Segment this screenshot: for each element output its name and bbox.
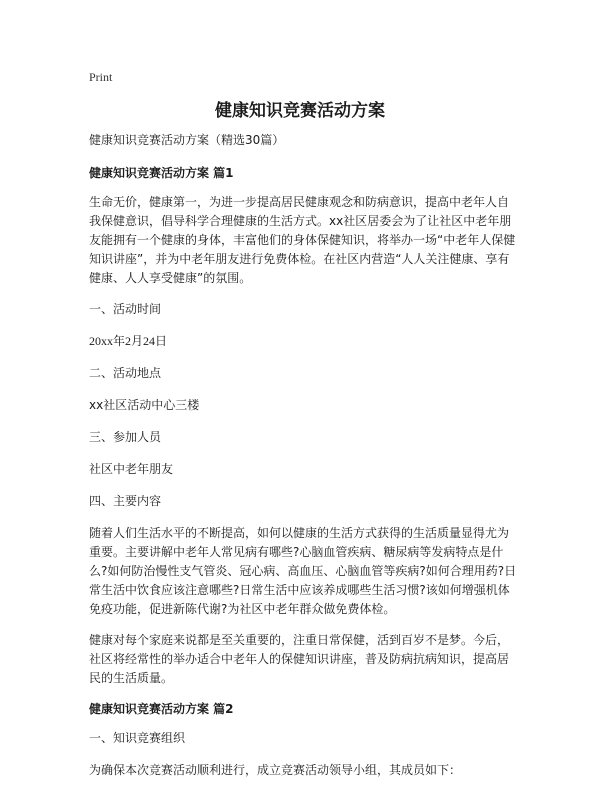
people-value: 社区中老年朋友 [89, 462, 174, 476]
print-link[interactable]: Print [89, 70, 113, 84]
content-heading: 四、主要内容 [89, 494, 162, 508]
section-heading-1: 健康知识竞赛活动方案 篇1 [89, 166, 234, 180]
section-heading-2: 健康知识竞赛活动方案 篇2 [89, 702, 234, 716]
people-heading: 三、参加人员 [89, 430, 162, 444]
page-title: 健康知识竞赛活动方案 [215, 101, 385, 121]
place-heading: 二、活动地点 [89, 366, 162, 380]
place-value: xx社区活动中心三楼 [89, 398, 200, 412]
content-paragraph-1: 随着人们生活水平的不断提高，如何以健康的生活方式获得的生活质量显得尤为重要。主要讲解中老年人常见病有哪些?心脑血管疾病、糖尿病等发病特点是什么?如何防治慢性支气管炎、冠心病、高血压、心脑血管等疾病?如何合理用药?日常生活中饮食应该注意哪些?日常生活中应该养成哪些生活习惯?该如何增强机体免疫功能，促进新陈代谢?为社区中老年群众做免费体检。 [89, 526, 517, 616]
time-value: 20xx年2月24日 [89, 334, 168, 348]
org-heading: 一、知识竞赛组织 [89, 731, 186, 745]
time-heading: 一、活动时间 [89, 302, 162, 316]
article-body [89, 131, 519, 793]
content-paragraph-2: 健康对每个家庭来说都是至关重要的，注重日常保健，活到百岁不是梦。今后，社区将经常性的举办适合中老年人的保健知识讲座，普及防病抗病知识，提高居民的生活质量。 [89, 633, 510, 685]
article-subtitle: 健康知识竞赛活动方案（精选30篇） [89, 133, 285, 147]
org-paragraph: 为确保本次竞赛活动顺利进行，成立竞赛活动领导小组，其成员如下： [89, 763, 462, 777]
intro-paragraph: 生命无价，健康第一，为进一步提高居民健康观念和防病意识，提高中老年人自我保健意识，倡导科学合理健康的生活方式。xx社区居委会为了让社区中老年朋友能拥有一个健康的身体，丰富他们的身体保健知识，将举办一场“中老年人保健知识讲座”，并为中老年朋友进行免费体检。在社区内营造“人人关注健康、享有健康、人人享受健康”的氛围。 [89, 195, 516, 285]
